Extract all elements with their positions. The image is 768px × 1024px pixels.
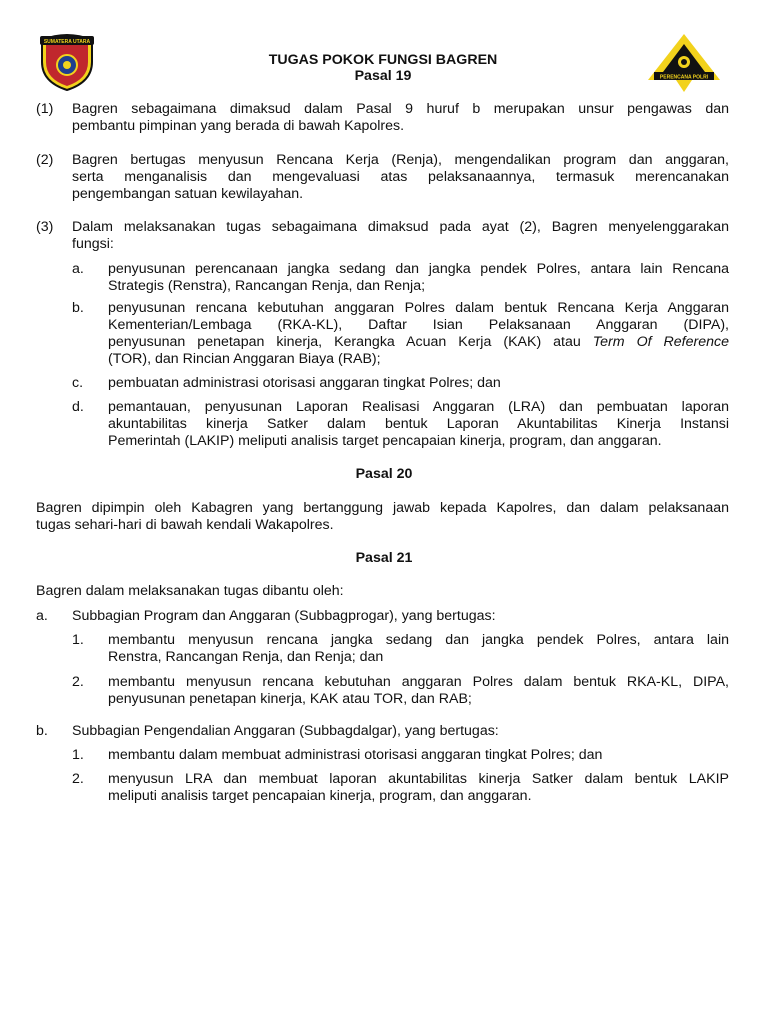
pasal-21-intro: Bagren dalam melaksanakan tugas dibantu oleh: (36, 583, 344, 599)
list-text: penyusunan perencanaan jangka sedang dan jangka pendek Polres, antara lain Rencana (108, 261, 729, 277)
list-letter: b. (36, 723, 48, 739)
logo-right-text: PERENCANA POLRI (659, 74, 709, 81)
list-text: (TOR), dan Rincian Anggaran Biaya (RAB); (108, 351, 381, 367)
ayat-text: pengembangan satuan kewilayahan. (72, 186, 304, 202)
subbagian-label: Subbagian Pengendalian Anggaran (Subbagdalgar), yang bertugas: (72, 723, 499, 739)
list-text: membantu menyusun rencana kebutuhan anggaran Polres dalam bentuk RKA-KL, DIPA, (108, 674, 729, 690)
paragraph-line: tugas sehari-hari di bawah kendali Wakapolres. (36, 517, 334, 533)
pasal-20-text (36, 500, 729, 534)
subbagian-label: Subbagian Program dan Anggaran (Subbagprogar), yang bertugas: (72, 608, 496, 624)
ayat-text: Bagren sebagaimana dimaksud dalam Pasal 9 huruf b merupakan unsur pengawas dan (72, 101, 729, 117)
list-number: 2. (72, 771, 84, 787)
ayat-text: serta menganalisis dan mengevaluasi atas pelaksanaannya, termasuk merencanakan (72, 169, 729, 185)
list-text: penyusunan penetapan kinerja, Kerangka Acuan Kerja (KAK) atau (108, 334, 581, 350)
list-letter: c. (72, 375, 84, 391)
ayat-text: Bagren bertugas menyusun Rencana Kerja (Renja), mengendalikan program dan anggaran, (72, 152, 729, 168)
list-number: 1. (72, 747, 84, 763)
ayat-number: (1) (36, 101, 54, 117)
ayat-text: pembantu pimpinan yang berada di bawah Kapolres. (72, 118, 405, 134)
document-header (0, 52, 768, 84)
list-text: penyusunan rencana kebutuhan anggaran Polres dalam bentuk Rencana Kerja Anggaran (108, 300, 729, 316)
ayat-text: Dalam melaksanakan tugas sebagaimana dimaksud pada ayat (2), Bagren menyelenggarakan (72, 219, 729, 235)
italic-term: Term Of Reference (592, 334, 729, 350)
list-text: menyusun LRA dan membuat laporan akuntabilitas kinerja Satker dalam bentuk LAKIP (108, 771, 729, 787)
list-text: meliputi analisis target pencapaian kinerja, program, dan anggaran. (108, 788, 532, 804)
ayat-number: (3) (36, 219, 54, 235)
pasal-21-heading: Pasal 21 (355, 550, 413, 566)
pasal-20-heading: Pasal 20 (355, 466, 413, 482)
list-letter: d. (72, 399, 84, 415)
list-text: Kementerian/Lembaga (RKA-KL), Daftar Isian Pelaksanaan Anggaran (DIPA), (108, 317, 729, 333)
logo-left-text: SUMATERA UTARA (43, 39, 91, 45)
list-text: membantu menyusun rencana jangka sedang dan jangka pendek Polres, antara lain (108, 632, 729, 648)
list-text: membantu dalam membuat administrasi otorisasi anggaran tingkat Polres; dan (108, 747, 603, 763)
list-text: pemantauan, penyusunan Laporan Realisasi Anggaran (LRA) dan pembuatan laporan (108, 399, 729, 415)
paragraph-line: Bagren dipimpin oleh Kabagren yang bertanggung jawab kepada Kapolres, dan dalam pelaksanaan (36, 500, 729, 516)
list-text: akuntabilitas kinerja Satker dalam bentuk Laporan Akuntabilitas Kinerja Instansi (108, 416, 729, 432)
list-text: Renstra, Rancangan Renja, dan Renja; dan (108, 649, 384, 665)
list-letter: a. (36, 608, 48, 624)
list-letter: a. (72, 261, 84, 277)
list-number: 1. (72, 632, 84, 648)
list-text: Pemerintah (LAKIP) meliputi analisis target pencapaian kinerja, program, dan anggaran. (108, 433, 662, 449)
ayat-number: (2) (36, 152, 54, 168)
document-title: TUGAS POKOK FUNGSI BAGREN (268, 52, 498, 68)
ayat-text: fungsi: (72, 236, 114, 252)
list-number: 2. (72, 674, 84, 690)
pasal-19-heading: Pasal 19 (354, 68, 412, 84)
list-text: penyusunan penetapan kinerja, KAK atau TOR, dan RAB; (108, 691, 472, 707)
list-text: pembuatan administrasi otorisasi anggaran tingkat Polres; dan (108, 375, 501, 391)
list-letter: b. (72, 300, 84, 316)
list-text: Strategis (Renstra), Rancangan Renja, dan Renja; (108, 278, 426, 294)
list-text-with-italic (108, 334, 729, 351)
